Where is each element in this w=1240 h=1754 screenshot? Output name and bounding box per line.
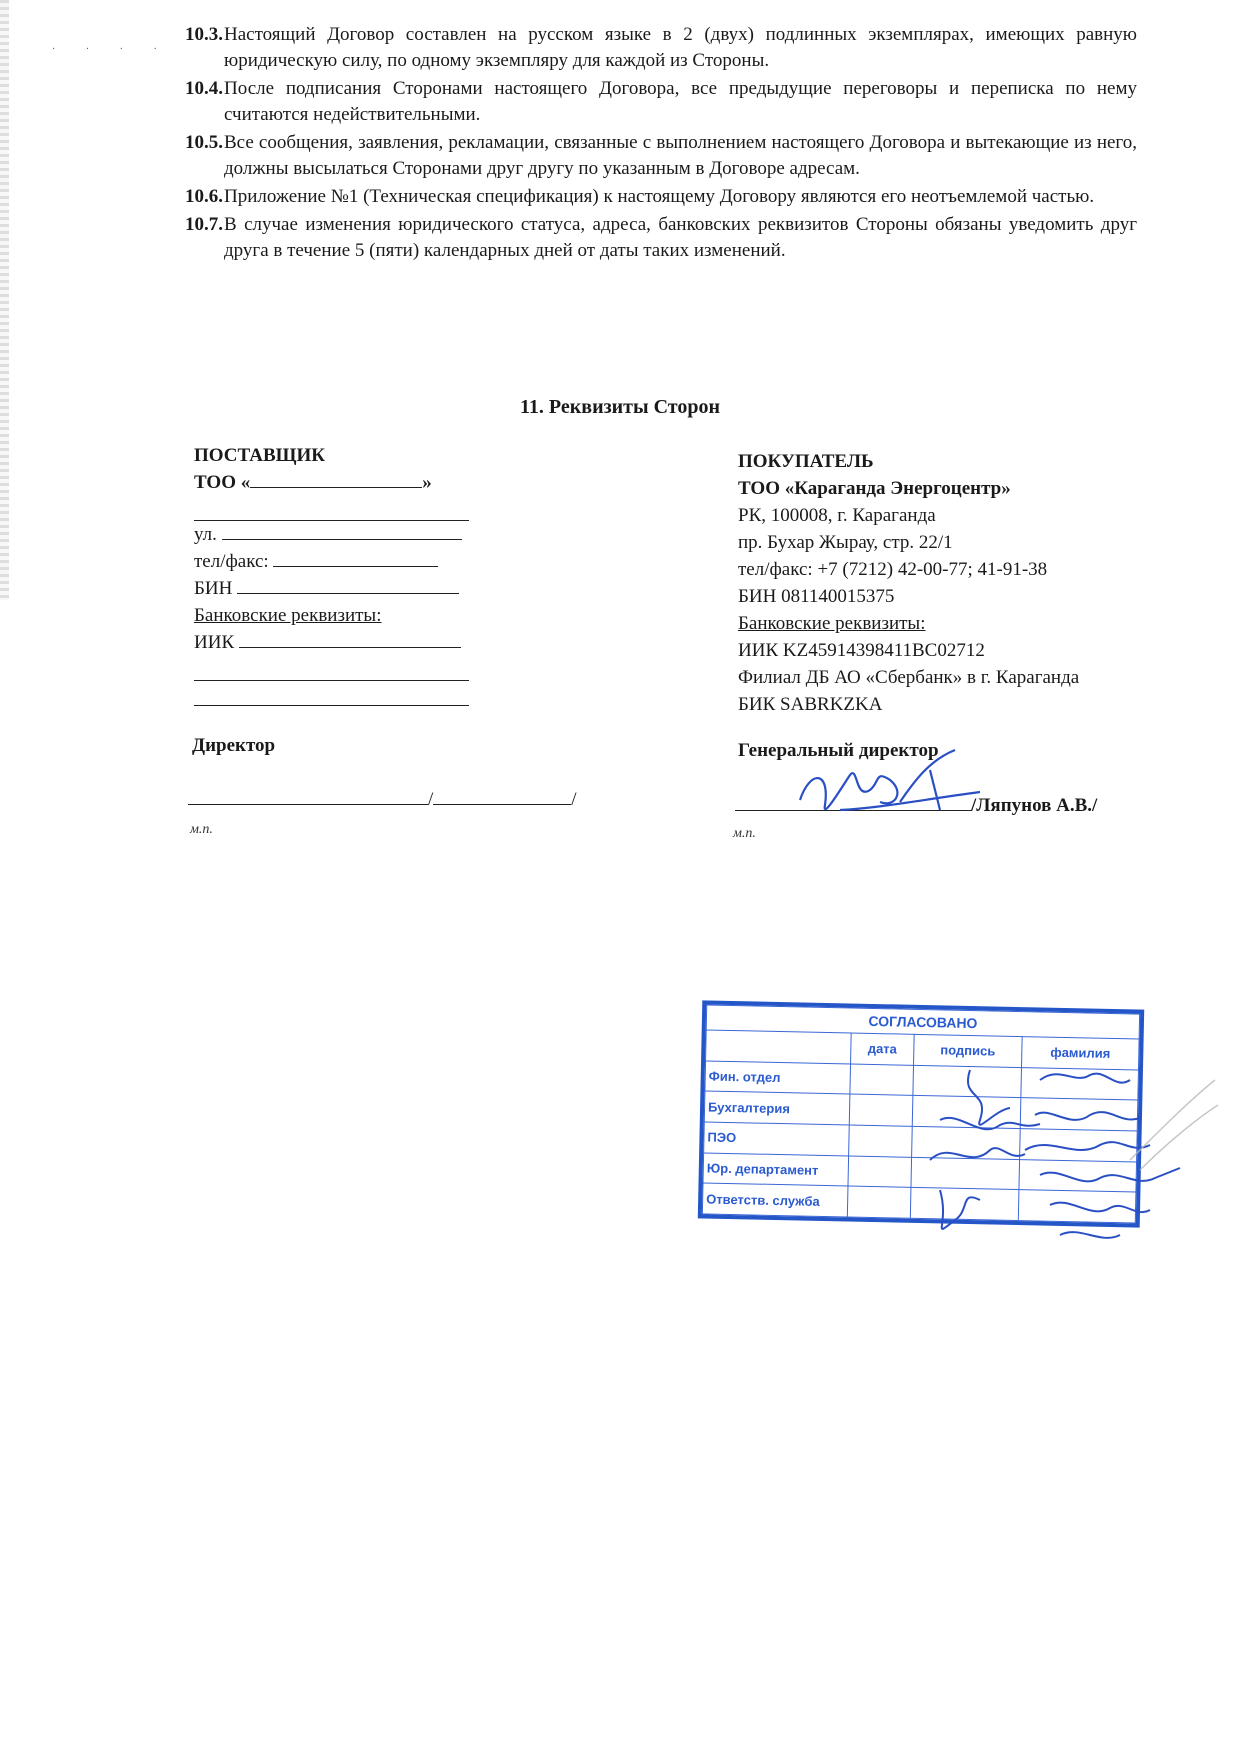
- sign-separator: /: [571, 789, 577, 810]
- buyer-position: Генеральный директор: [738, 740, 939, 761]
- bin-blank: [237, 575, 459, 594]
- clause-number: 10.4.: [185, 78, 223, 99]
- buyer-company: ТОО «Караганда Энергоцентр»: [738, 478, 1011, 499]
- buyer-address-2: пр. Бухар Жырау, стр. 22/1: [738, 532, 953, 553]
- stamp-title: СОГЛАСОВАНО: [706, 1005, 1139, 1039]
- iik-blank: [239, 629, 461, 648]
- supplier-company: [194, 469, 484, 496]
- buyer-bank-label: Банковские реквизиты:: [738, 613, 926, 634]
- buyer-signer: /Ляпунов А.В./: [971, 795, 1098, 816]
- buyer-bin: БИН 081140015375: [738, 586, 895, 607]
- street-label: ул.: [194, 524, 217, 545]
- clause-10-7: [187, 212, 1137, 264]
- supplier-bank-label: Банковские реквизиты:: [194, 605, 382, 626]
- sign-separator: /: [428, 789, 434, 810]
- clause-number: 10.7.: [185, 214, 223, 235]
- stamp-row-label: Ответств. служба: [702, 1183, 848, 1217]
- stamp-row-label: Бухгалтерия: [704, 1091, 850, 1125]
- buyer-details: [738, 448, 1158, 718]
- stamp-col-surname: фамилия: [1022, 1037, 1140, 1070]
- supplier-signature-line: [188, 786, 577, 811]
- supplier-iik: [194, 629, 484, 656]
- stamp-row-label: Фин. отдел: [705, 1061, 851, 1095]
- supplier-bin: [194, 575, 484, 602]
- stamp-row-label: ПЭО: [704, 1122, 850, 1156]
- bin-label: БИН: [194, 578, 233, 599]
- clause-10-3: [187, 22, 1137, 74]
- scan-edge: [0, 0, 9, 600]
- buyer-bik: БИК SABRKZKA: [738, 694, 883, 715]
- clause-text: В случае изменения юридического статуса, адреса, банковских реквизитов Стороны обязаны уведомить друг друга в течение 5 (пяти) календарных дней от даты таких изменений.: [224, 214, 1137, 261]
- clause-10-6: [187, 184, 1137, 210]
- clause-10-5: [187, 130, 1137, 182]
- company-blank: [250, 469, 422, 488]
- stamp-row-label: Юр. департамент: [703, 1153, 849, 1187]
- buyer-seal-mark: м.п.: [733, 826, 756, 841]
- clause-text: Все сообщения, заявления, рекламации, связанные с выполнением настоящего Договора и вытекающие из него, должны высылаться Сторонами друг другу по указанным в Договоре адресам.: [224, 132, 1137, 179]
- section-title: 11. Реквизиты Сторон: [520, 396, 720, 418]
- clause-10-4: [187, 76, 1137, 128]
- street-blank: [222, 521, 462, 540]
- buyer-phone: тел/факс: +7 (7212) 42-00-77; 41-91-38: [738, 559, 1048, 580]
- blank-line: [194, 681, 469, 706]
- company-prefix: ТОО «: [194, 472, 251, 493]
- approval-signatures: [900, 1050, 1220, 1250]
- signature-blank: [188, 786, 428, 805]
- supplier-phone: [194, 548, 484, 575]
- name-blank: [433, 786, 571, 805]
- buyer-bank: Филиал ДБ АО «Сбербанк» в г. Караганда: [738, 667, 1080, 688]
- iik-label: ИИК: [194, 632, 235, 653]
- clause-text: После подписания Сторонами настоящего Договора, все предыдущие переговоры и переписка по нему считаются недействительными.: [224, 78, 1137, 125]
- buyer-iik: ИИК KZ45914398411BC02712: [738, 640, 985, 661]
- clause-number: 10.3.: [185, 24, 223, 45]
- phone-blank: [273, 548, 438, 567]
- stamp-col-signature: подпись: [913, 1034, 1022, 1067]
- buyer-heading: ПОКУПАТЕЛЬ: [738, 451, 874, 472]
- clause-number: 10.5.: [185, 132, 223, 153]
- blank-line: [194, 496, 469, 521]
- supplier-details: [194, 442, 484, 706]
- clause-text: Настоящий Договор составлен на русском языке в 2 (двух) подлинных экземплярах, имеющих равную юридическую силу, по одному экземпляру для каждой из Стороны.: [224, 24, 1137, 71]
- supplier-street: [194, 521, 484, 548]
- phone-label: тел/факс:: [194, 551, 269, 572]
- director-signature: [780, 730, 1010, 830]
- clause-text: Приложение №1 (Техническая спецификация) к настоящему Договору являются его неотъемлемой частью.: [224, 186, 1095, 207]
- buyer-address-1: РК, 100008, г. Караганда: [738, 505, 936, 526]
- clauses-list: [187, 22, 1137, 266]
- supplier-heading: ПОСТАВЩИК: [194, 445, 326, 466]
- clause-number: 10.6.: [185, 186, 223, 207]
- supplier-seal-mark: м.п.: [190, 822, 213, 837]
- stamp-col-date: дата: [851, 1033, 915, 1065]
- company-suffix: »: [422, 472, 432, 493]
- scan-dots: · · · ·: [52, 44, 171, 55]
- supplier-position: Директор: [192, 735, 276, 756]
- blank-line: [194, 656, 469, 681]
